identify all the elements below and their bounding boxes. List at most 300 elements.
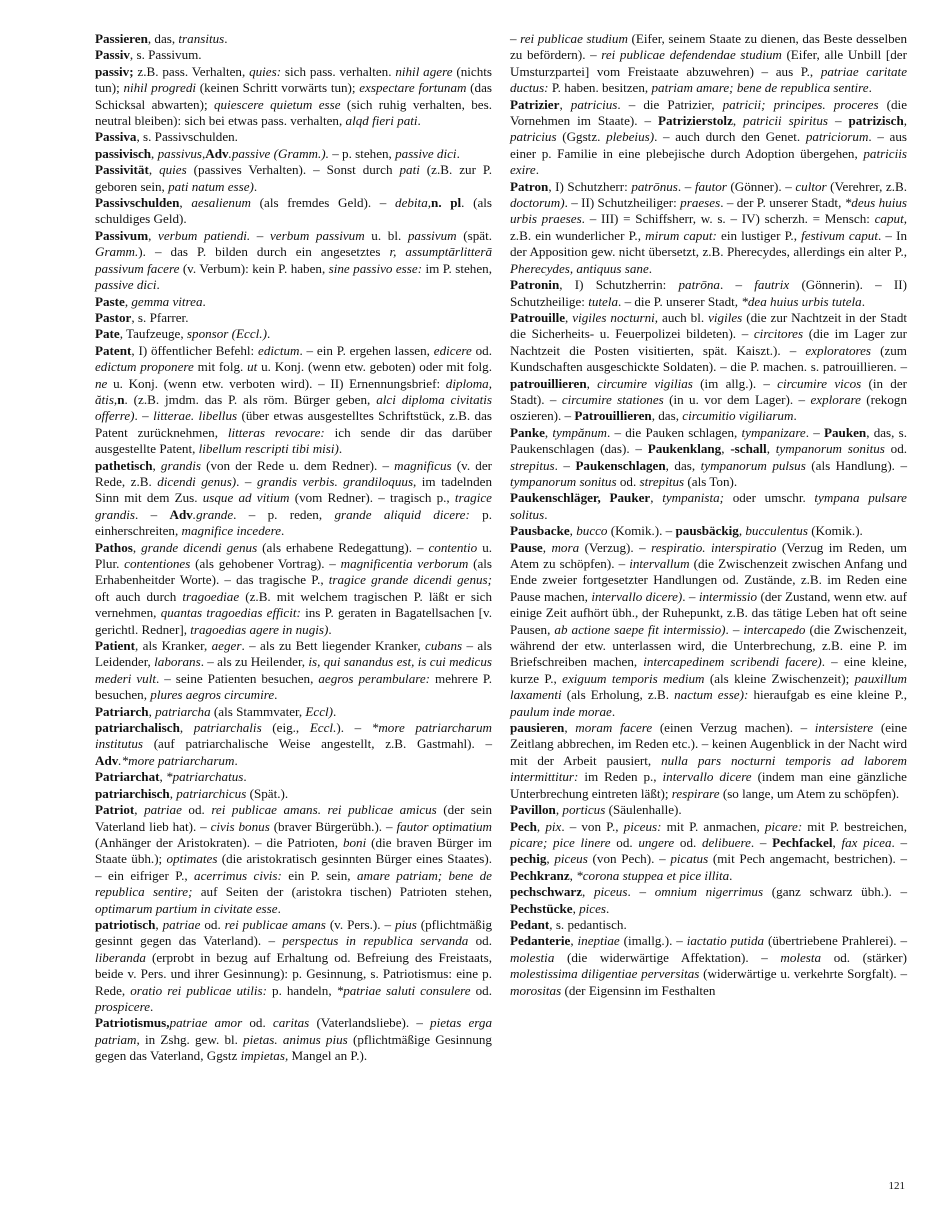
headword-text: Adv [169,506,193,522]
entry-text: . [729,867,733,883]
headword-text: n [117,391,125,407]
headword-text: Patrouille [510,309,566,325]
entry-text: , [569,523,577,539]
headword-text: Pate [95,326,120,342]
entry-text: od. [200,916,225,932]
latin-text: quies [159,162,187,178]
headword-text: patrizisch [848,113,904,129]
entry-text: (auf patriarchalische Weise angestellt, z.B. Gastmahl). – [143,736,492,752]
latin-text: contentiones [124,556,191,571]
latin-text: *deus huius urbis praeses [510,195,907,227]
latin-text: *patriarchatus [166,769,244,785]
headword-text: Passiv [95,47,130,63]
entry-text: u. Konj. (wenn etw. geboten) oder mit folg. [257,359,492,375]
latin-text: pati natum esse) [168,178,254,194]
latin-text: ab actione saepe fit intermissio) [554,621,726,637]
entry-text: (braver Bürgerübh.). – [269,818,397,834]
entry-text: (nichts tun); [95,63,492,96]
entry-text: im P. stehen, [422,260,492,276]
latin-text: intersistere [814,720,874,736]
entry-text: . – [750,834,773,850]
headword-text: Pechstücke [510,900,573,916]
entry-text: (in u. vor dem Lager). – [663,391,811,407]
entry-text: od. [610,834,639,850]
entry-text: (sich ruhig verhalten, bes. neutral bleiben): sich bei etwas pass. verhalten, [95,96,492,129]
entry-text: , im tadelnden Sinn mit dem Zus. [95,473,492,506]
dictionary-entry [95,129,492,145]
entry-text: , [650,490,663,506]
entry-text: p. handeln, [267,982,337,998]
latin-text: patriarchalis [193,720,262,736]
latin-text: fautor [694,178,727,194]
entry-text: (Verzug). – [579,539,652,555]
dictionary-entry [95,195,492,228]
headword-text: Paste [95,293,125,309]
headword-text: Adv [205,145,229,161]
latin-text: quies: [249,63,282,79]
entry-text: (als kleine Zwischenzeit); [704,670,855,686]
headword-text: Passiva [95,129,137,145]
entry-text: . [606,900,610,916]
entry-text: . [333,703,337,719]
entry-text: od. [616,473,640,489]
headword-text: patrouillieren [510,375,587,391]
entry-text: , [155,916,163,932]
latin-text: respirare [671,785,720,801]
entry-text: . – [719,277,755,293]
entry-text: oder umschr. [724,490,815,506]
entry-text: (z.B. zur P. geboren sein, [95,162,492,194]
entry-text: z.B. ein wunderlicher P., [510,227,646,243]
headword-text: Patriarchat [95,769,160,785]
entry-text: od. (stärker) [821,949,907,965]
latin-text: *dea huius urbis tutela [741,293,862,309]
entry-text: (im allg.). – [692,375,778,391]
headword-text: Paukenschlagen [575,457,666,473]
latin-text: optimarum partium in civitate esse [95,900,278,916]
entry-text: . [266,326,271,342]
entry-text: (z.B. jmdm. das P. als röm. Bürger geben, [127,391,377,407]
entry-text: (Vaterlandsliebe). – [309,1015,431,1031]
latin-text: rei publicae amans [224,916,326,932]
entry-text: . [535,162,539,178]
entry-text: . – die Patrizier, [617,96,723,112]
entry-text: (Anhänger der Aristokraten). – die Patrioten, [95,834,343,850]
entry-text: . [156,277,160,293]
latin-text: molestissima diligentiae perversitas [510,966,700,982]
latin-text: circitores [753,326,804,342]
headword-text: Pech [510,818,537,834]
entry-text: , [903,113,908,129]
dictionary-entry [95,638,492,704]
latin-text: pietas erga patriam, [95,1015,492,1047]
entry-text: , s. Pfarrer. [131,309,189,325]
latin-text: intercapedinem scribendi facere) [643,654,822,670]
headword-text: Passivum [95,227,149,243]
entry-text: (spät. [456,227,492,243]
entry-text: (vom Redner). – tragisch p., [289,490,455,506]
entry-text: . – der P. unserer Stadt, [720,195,845,211]
entry-text: , I) Schutzherr: [548,178,632,194]
latin-text: intermissio [698,588,758,604]
entry-text: , [536,818,546,834]
dictionary-entry [510,490,907,523]
latin-text: passive dici [95,277,157,293]
latin-text: aeger [211,638,242,654]
entry-text: od. [471,342,492,358]
entry-text: (widerwärtige u. verkehrte Sorgfalt). – [699,966,908,982]
latin-text: grande dicendi genus [141,539,258,555]
entry-text: (eine Zeitlang abbrechen, im Reden etc.). – keinen Augenblick in der Nacht wird mit der Arbeit pausiert, [510,720,908,768]
entry-text: oft auch durch [95,588,183,604]
latin-text: nihil progredi [123,80,197,96]
latin-text: acerrimus civis: [194,867,282,883]
latin-text: plebeius) [606,129,655,145]
entry-text: ich sende dir das darüber ausgestellte Patent, [95,424,493,457]
latin-text: alci diploma civitatis offerre) [95,391,492,424]
latin-text: tragoedias agere in nugis) [190,621,329,637]
latin-text: fax picea [841,834,892,850]
entry-text: (erprobt in bezug auf Erhaltung od. Befreiung des Freistaats, beide v. Pers. und ihrer Gesinnung): p. Gesinnung, s. Patriotismus: eine p. Rede, [95,949,492,998]
dictionary-entry [95,458,492,540]
entry-text: (pflichtmäßige Gesinnung gegen das Vaterland, Ggstz [95,1031,492,1064]
entry-text: . (als schuldiges Geld). [95,195,493,227]
entry-text: od. [470,982,492,998]
dictionary-entry [510,277,907,310]
latin-text: rei publicae studium [520,31,628,46]
latin-text: Pherecydes, antiquus sane [510,260,649,276]
entry-text: . – p. reden, [233,506,335,522]
entry-text: , [564,720,576,736]
entry-text: . [277,900,281,916]
headword-text: passiv; [95,63,134,79]
entry-text: . – [725,621,744,637]
entry-text: , [159,769,167,785]
entry-text: mit P. bestreichen, [802,818,908,834]
latin-text: porticus [562,802,606,818]
latin-text: *more patriarcharum institutus [95,720,492,752]
latin-text: amare patriam; bene de republica sentire; [95,867,492,900]
dictionary-entry [95,786,492,802]
headword-text: Passivschulden [95,195,180,211]
latin-text: nulla pars nocturni temporis ad laborem intermittitur: [510,752,907,785]
latin-text: fautor optimatium [396,818,493,834]
entry-text: , [152,457,161,473]
latin-text: passivus, [157,145,206,161]
headword-text: Pechkranz [510,867,570,883]
entry-text: (als fremdes Geld). – [250,195,396,211]
entry-text: (die im Lager zur Nachtzeit die Posten visitierten, spät. Kaiszt.). – [510,326,907,358]
latin-text: intercapedo [743,621,806,637]
latin-text: piceus: [623,818,662,834]
headword-text: patriarchalisch [95,720,180,736]
latin-text: patricius [570,96,618,112]
headword-text: Paukenschläger, Pauker [510,490,651,506]
latin-text: magnifice incedere [181,523,282,539]
entry-text: – als Leidender, [95,638,492,670]
entry-text: P. haben. besitzen, [548,80,652,96]
latin-text: quiescere quietum esse [214,96,341,112]
entry-text: (der Zustand, wenn etw. auf einige Zeit aufhört übh., der Ruhepunkt, z.B. das tätige Leben hat oft seine Pausen, [510,588,908,637]
latin-text: liberanda [95,949,146,965]
entry-text: (als Stammvater, [210,703,306,719]
latin-text: impietas, [240,1048,289,1064]
latin-text: ungere [638,834,675,850]
headword-text: Patriot [95,802,135,818]
latin-text: exploratores [805,342,872,358]
entry-text: ein lustiger P., [716,227,802,243]
entry-text: , das, [665,457,701,473]
entry-text: (das Schicksal abwarten); [95,80,492,112]
latin-text: rei publicae defendendae studium [601,47,782,63]
latin-text: tragoediae [182,588,240,604]
latin-text: litterae. libellus [153,408,238,424]
latin-text: magnificus [394,457,452,473]
entry-text: (Eifer, alle Unbill [der Umsturzpartei] vom Freistaate abzuwehren) – aus P., [510,47,907,79]
dictionary-entry [510,884,907,917]
entry-text: auch bl. [658,309,709,325]
entry-text: . [224,31,228,46]
entry-text: , [179,720,194,736]
headword-text: pausbäckig [675,523,739,539]
entry-text: (als gehobener Vortrag). – [190,556,341,571]
dictionary-entry [510,917,907,933]
dictionary-entry [95,720,492,769]
entry-text: (pflichtmäßig gesinnt gegen das Vaterland). – [95,916,493,949]
latin-text: quantas tragoedias efficit: [160,605,301,621]
latin-text: exiguum temporis medium [562,670,705,686]
latin-text: circumire vigilias [597,375,693,391]
entry-text: od. [242,1015,273,1031]
dictionary-entry [95,802,492,917]
entry-text: (Säulenhalle). [605,802,682,818]
entry-text: – [250,227,270,243]
entry-text: , [570,933,578,949]
entry-text: . [417,113,421,129]
entry-text: , [542,539,552,555]
headword-text: pausieren [510,720,565,736]
latin-text: patriae amor [169,1015,243,1031]
entry-text: . [456,145,460,161]
headword-text: Pause [510,539,543,555]
latin-text: tympanorum sonitus [510,473,617,489]
headword-text: patriotisch [95,916,156,932]
entry-text: (der sein Vaterland lieb hat). – [95,802,492,834]
latin-text: morositas [510,982,562,998]
headword-text: Patriotismus, [95,1015,170,1031]
entry-text: (die widerwärtige Affektation). – [554,949,781,965]
latin-text: litteras revocare: [227,424,325,440]
latin-text: optimates [166,851,218,867]
latin-text: circumire vicos [777,375,862,391]
latin-text: verbum patiendi. [158,227,251,243]
entry-text: (so lange, um Atem zu schöpfen). [719,785,900,801]
latin-text: mora [551,539,580,555]
entry-text: – [827,113,849,129]
entry-text: (als erhabene Redegattung). – [257,539,429,555]
entry-text: , [134,802,145,818]
dictionary-entry [95,917,492,1015]
headword-text: Patent [95,342,132,358]
latin-text: circumitio vigiliarum [682,408,794,424]
latin-text: nihil agere [395,63,453,79]
latin-text: cubans [425,638,463,654]
entry-text: (in der Stadt). – [510,375,908,407]
entry-text: u. bl. [364,227,408,243]
entry-text: , [546,851,555,867]
latin-text: tympana pulsare solitus [510,490,907,522]
entry-text: . [328,621,332,637]
latin-text: *corona stuppea et pice illita [576,867,730,883]
entry-text: , [586,375,598,391]
dictionary-entry [510,802,907,818]
latin-text: passive dici [395,145,457,161]
dictionary-entry [95,31,492,47]
headword-text: passivisch [95,145,152,161]
headword-text: Pedant [510,916,550,932]
dictionary-entry [510,720,907,802]
entry-text: , [544,424,553,440]
entry-text: (eig., [261,720,310,736]
headword-text: Patriarch [95,703,149,719]
entry-text: (zum Kundschaften ausgeschickte Soldaten). – die P. machen. s. patrouillieren. – [510,342,907,375]
entry-text: (v. Verbum): kein P. haben, [179,260,329,276]
latin-text: omnium nigerrimus [654,884,764,900]
entry-text: , [738,523,746,539]
headword-text: Pausbacke [510,523,570,539]
latin-text: passivum [407,227,457,243]
entry-text: . – In der Apposition gew. nicht übersetzt, z.B. Pherecydes, allerdings ein alter P., [510,227,908,260]
latin-text: respiratio. interspiratio [651,539,777,555]
entry-text: . – [677,178,695,194]
entry-text: od. [674,834,702,850]
latin-text: debita, [395,195,432,211]
dictionary-entry [95,1015,492,1064]
entry-text: , [582,884,594,900]
dictionary-entry [510,179,907,277]
entry-text: . – die Pauken schlagen, [606,424,742,440]
latin-text: Eccl) [305,703,334,719]
entry-text: (Verzug im Reden, um Atem zu schöpfen). – [510,539,907,571]
latin-text: sponsor (Eccl.) [186,326,267,342]
latin-text: Gramm. [95,244,139,260]
entry-text: (von Pech). – [587,851,671,867]
dictionary-entry [95,769,492,785]
entry-text: . – III) = Schiffsherr, w. s. – IV) scherzh. = Mensch: [581,211,875,227]
latin-text: .grande [192,506,234,522]
latin-text: Eccl. [309,720,337,736]
latin-text: festivum caput [801,227,878,243]
entry-text: (als Erholung, z.B. [561,687,675,703]
dictionary-entry [510,31,907,97]
headword-text: pathetisch [95,457,153,473]
entry-text: . – II) Schutzheiliger: [564,195,681,211]
latin-text: patriarchicus [176,785,247,801]
entry-text: . [544,506,548,522]
headword-text: Pedanterie [510,933,571,949]
entry-text: im Reden p., [578,769,663,785]
latin-text: moram facere [575,720,653,736]
entry-text: , [148,703,156,719]
latin-text: alqd fieri pati [345,113,418,129]
entry-text: (über etwas ausgestelltes Schriftstück, z.B. das Patent zurücknehmen, [95,408,492,440]
dictionary-entry [95,540,492,638]
latin-text: pix [545,818,562,834]
entry-text: auf Seiten der (aristokra tischen) Patrioten stehen, [192,884,492,900]
entry-text: . – [236,473,257,489]
latin-text: fautrix [754,277,790,293]
entry-text: u. Plur. [95,539,493,571]
latin-text: ne [95,375,108,391]
latin-text: plures aegros circumire [150,687,275,703]
latin-text: aesalienum [191,195,251,211]
latin-text: tympanizare [741,424,806,440]
entry-text: (v. der Rede, z.B. [95,457,492,489]
headword-text: Patrizier [510,96,560,112]
entry-text: (als Erhabenheitder Worte). – das tragische P., [95,556,492,588]
entry-text: (als Handlung). – [805,457,907,473]
entry-text: . [202,293,206,309]
latin-text: patriciis exire [510,145,907,178]
entry-text: . [793,408,797,424]
entry-text: – p. stehen, [328,145,396,161]
dictionary-entry [510,540,907,720]
latin-text: picatus [670,851,709,867]
entry-text: . – von P., [561,818,624,834]
latin-text: pauxillum laxamenti [510,670,907,703]
latin-text: prospicere [95,998,151,1014]
entry-text: , I) Schutzherrin: [559,277,679,293]
dictionary-entry [95,47,492,63]
latin-text: tympănum [552,424,607,440]
latin-text: tragice grande dicendi genus; [328,572,492,588]
latin-text: ut [247,359,258,375]
latin-text: bucculentus [745,523,808,539]
right-column [510,31,907,999]
latin-text: dicendi genus) [157,473,237,489]
entry-text: (ganz schwarz übh.). – [763,884,907,900]
latin-text: civis bonus [210,818,270,834]
latin-text: patriciorum [805,129,869,145]
entry-text: z.B. pass. Verhalten, [133,63,250,79]
entry-text: od. [468,933,493,949]
entry-text: ins P. geraten in Bagatellsachen [v. gerichtl. Redner], [95,605,492,637]
latin-text: praeses [680,195,721,211]
entry-text: , als Kranker, [135,638,212,654]
latin-text: paulum inde morae [510,703,612,719]
dictionary-entry [95,146,492,162]
entry-text: (die Zwischenzeit, während der etw. unterlassen wird, die Unterbrechung, z.B. eine P. im Briefschreiben machen, [510,621,907,670]
latin-text: aegros perambulare: [318,670,431,686]
latin-text: circumire stationes [561,391,664,407]
latin-text: bucco [576,523,608,539]
entry-text: . [611,703,616,719]
latin-text: molesta [780,949,822,965]
entry-text: hieraufgab es eine kleine P., [748,687,907,703]
entry-text: . [243,769,247,785]
entry-text: , Taufzeuge, [119,326,187,342]
entry-text: . [150,998,154,1014]
headword-text: n. pl [431,195,462,211]
latin-text: explorare [810,391,861,407]
entry-text: , [569,867,577,883]
entry-text: ein P. sein, [281,867,357,883]
dictionary-entry [510,523,907,539]
entry-text: . – als zu Heilender, [200,654,309,670]
entry-text: , [721,441,731,457]
headword-text: Adv [95,752,119,768]
entry-text: (die braven Bürger im Staate übh.); [95,834,492,867]
